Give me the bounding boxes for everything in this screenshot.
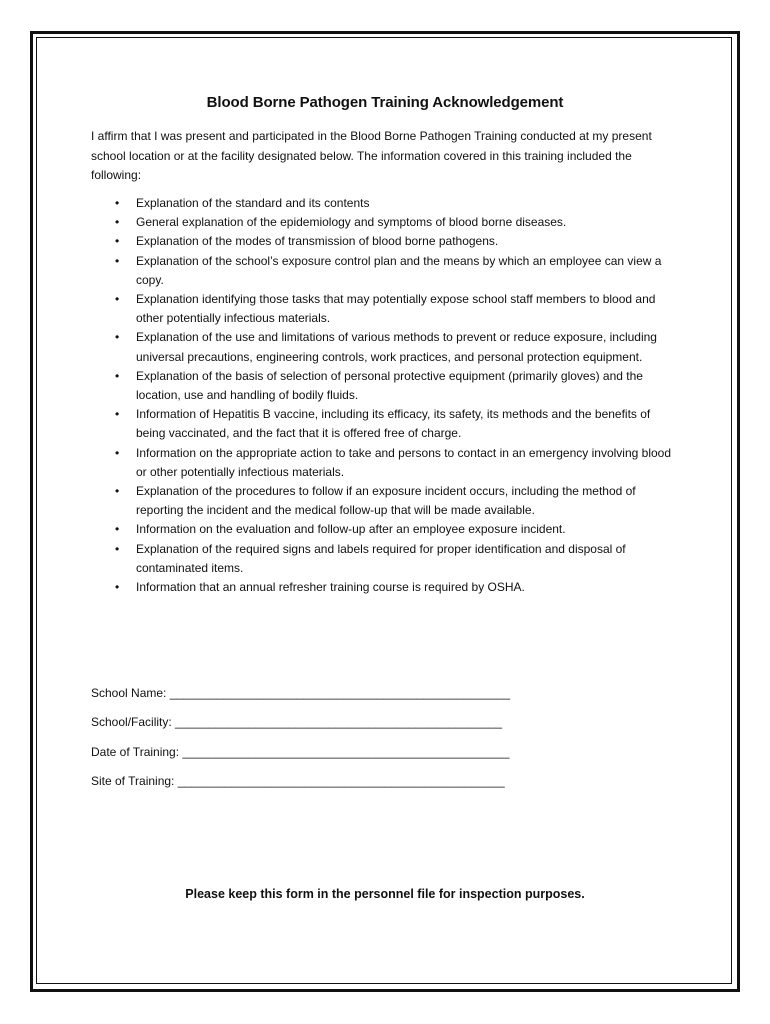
list-item-text: Explanation of the modes of transmission of blood borne pathogens.	[136, 234, 499, 249]
list-item-text: Explanation identifying those tasks that may potentially expose school staff members to blood and other potentially infectious materials.	[136, 292, 656, 326]
list-item	[112, 232, 682, 251]
bullet-icon: •	[115, 445, 120, 460]
list-item-text: Explanation of the use and limitations of various methods to prevent or reduce exposure, including universal precautions, engineering controls, work practices, and personal protection equipment.	[136, 330, 657, 364]
intro-paragraph: I affirm that I was present and participated in the Blood Borne Pathogen Training conducted at my present school location or at the facility designated below. The information covered in this training included the following:	[91, 129, 652, 182]
bullet-icon: •	[115, 407, 120, 422]
bullet-icon: •	[115, 541, 120, 556]
list-item	[112, 578, 682, 597]
list-item	[112, 482, 682, 520]
list-item-text: Explanation of the required signs and labels required for proper identification and disposal of contaminated items.	[136, 541, 626, 575]
list-item-text: Information of Hepatitis B vaccine, including its efficacy, its safety, its methods and the benefits of being vaccinated, and the fact that it is offered free of charge.	[136, 407, 651, 441]
training-topics-list	[112, 194, 682, 597]
list-item-text: Explanation of the standard and its contents	[136, 196, 370, 210]
date-of-training-field[interactable]: Date of Training: _________________________________________________	[91, 744, 510, 759]
list-item-text: Explanation of the basis of selection of personal protective equipment (primarily gloves) and the location, use and handling of bodily fluids.	[136, 368, 643, 403]
bullet-icon: •	[115, 484, 120, 499]
bullet-icon: •	[115, 253, 120, 268]
list-item	[112, 328, 682, 366]
list-item	[112, 405, 682, 443]
bullet-icon: •	[115, 522, 120, 537]
bullet-icon: •	[115, 330, 120, 345]
document-title: Blood Borne Pathogen Training Acknowledgement	[206, 94, 564, 111]
list-item	[112, 194, 682, 213]
list-item-text: Information on the evaluation and follow-up after an employee exposure incident.	[136, 522, 566, 537]
bullet-icon: •	[115, 234, 120, 249]
list-item-text: Explanation of the school’s exposure control plan and the means by which an employee can view a copy.	[136, 253, 662, 287]
list-item	[112, 540, 682, 578]
school-name-field[interactable]: School Name: ___________________________________________________	[91, 686, 511, 700]
bullet-icon: •	[115, 215, 120, 230]
school-facility-field[interactable]: School/Facility: _________________________________________________	[91, 715, 503, 730]
list-item-text: General explanation of the epidemiology and symptoms of blood borne diseases.	[136, 215, 567, 230]
list-item-text: Information that an annual refresher training course is required by OSHA.	[136, 580, 525, 595]
bullet-icon: •	[115, 580, 120, 595]
list-item	[112, 444, 682, 482]
bullet-icon: •	[115, 196, 120, 210]
list-item-text: Explanation of the procedures to follow if an exposure incident occurs, including the method of reporting the incident and the medical follow-up that will be made available.	[136, 484, 636, 518]
list-item	[112, 290, 682, 328]
footer-note: Please keep this form in the personnel file for inspection purposes.	[185, 887, 585, 901]
bullet-icon: •	[115, 368, 120, 383]
bullet-icon: •	[115, 292, 120, 307]
list-item	[112, 520, 682, 539]
site-of-training-field[interactable]: Site of Training: _________________________________________________	[91, 773, 505, 788]
form-fields	[91, 683, 591, 800]
list-item	[112, 367, 682, 405]
list-item	[112, 213, 682, 232]
list-item	[112, 252, 682, 290]
list-item-text: Information on the appropriate action to take and persons to contact in an emergency involving blood or other potentially infectious materials.	[136, 445, 672, 479]
